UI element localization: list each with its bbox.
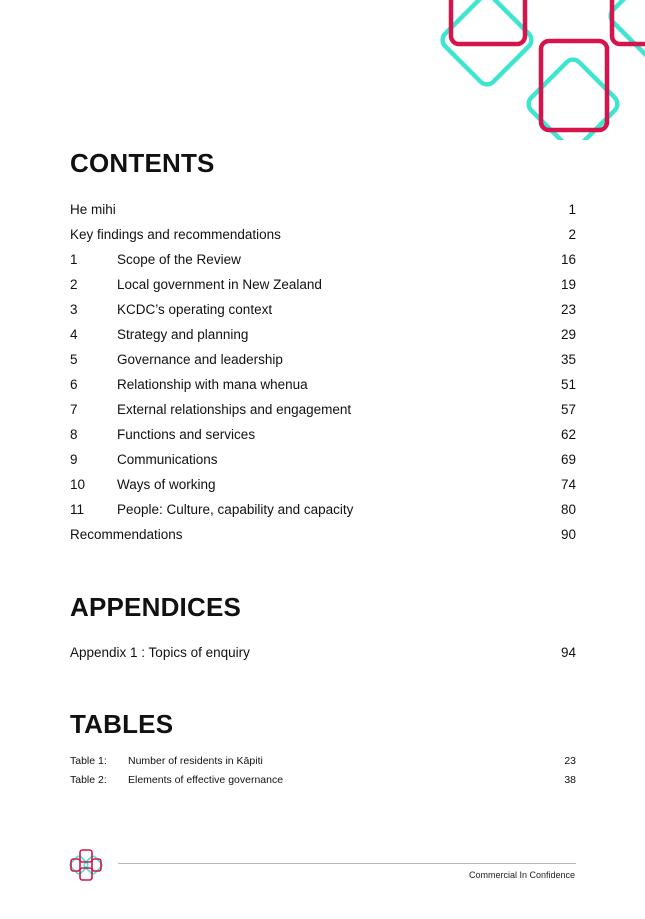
toc-entry[interactable] <box>70 397 576 422</box>
table-entry-title: Elements of effective governance <box>128 774 284 786</box>
table-entry-page: 23 <box>564 755 576 767</box>
toc-entry-title: Recommendations <box>70 527 183 542</box>
table-entry-page: 38 <box>564 774 576 786</box>
toc-entry[interactable] <box>70 222 576 247</box>
toc-entry-title: External relationships and engagement <box>117 402 352 417</box>
interlocking-squares-logo-icon <box>69 848 103 882</box>
toc-entry-page: 35 <box>560 352 576 367</box>
toc-entry-title: Strategy and planning <box>117 327 249 342</box>
toc-entry-title: People: Culture, capability and capacity <box>117 502 354 517</box>
table-entry-label: Table 2: <box>70 774 107 786</box>
toc-entry-page: 19 <box>560 277 576 292</box>
toc-entry-title: KCDC’s operating context <box>117 302 273 317</box>
toc-entry-title: Relationship with mana whenua <box>117 377 308 392</box>
toc-entry-title: Key findings and recommendations <box>70 227 281 242</box>
toc-entry-page: 2 <box>568 227 576 242</box>
table-entry[interactable] <box>70 771 576 790</box>
toc-entry-page: 62 <box>560 427 576 442</box>
appendices-list <box>70 640 576 665</box>
toc-entry-title: Scope of the Review <box>117 252 241 267</box>
toc-entry-page: 29 <box>560 327 576 342</box>
toc-entry-number: 11 <box>70 502 85 517</box>
toc-entry-page: 69 <box>560 452 576 467</box>
toc-entry-page: 74 <box>560 477 576 492</box>
toc-entry[interactable] <box>70 247 576 272</box>
toc-entry-page: 90 <box>560 527 576 542</box>
toc-entry[interactable] <box>70 422 576 447</box>
toc-entry[interactable] <box>70 447 576 472</box>
toc-entry-number: 9 <box>70 452 78 467</box>
table-entry-title: Number of residents in Kāpiti <box>128 755 263 767</box>
toc-entry[interactable] <box>70 297 576 322</box>
appendix-entry[interactable] <box>70 640 576 665</box>
toc-entry-number: 7 <box>70 402 78 417</box>
toc-entry-page: 51 <box>560 377 576 392</box>
toc-entry-number: 8 <box>70 427 78 442</box>
toc-entry-page: 23 <box>560 302 576 317</box>
toc-entry[interactable] <box>70 347 576 372</box>
toc-entry-title: Functions and services <box>117 427 256 442</box>
toc-entry-page: 1 <box>568 202 576 217</box>
footer-divider <box>118 863 576 864</box>
toc-entry-title: Governance and leadership <box>117 352 283 367</box>
toc-entry-number: 3 <box>70 302 78 317</box>
toc-entry-page: 80 <box>560 502 576 517</box>
toc-entry-number: 4 <box>70 327 78 342</box>
toc-entry[interactable] <box>70 322 576 347</box>
toc-entry-title: Ways of working <box>117 477 216 492</box>
contents-list <box>70 197 576 547</box>
appendices-heading: APPENDICES <box>70 592 242 622</box>
toc-entry-number: 10 <box>70 477 86 492</box>
appendix-entry-page: 94 <box>560 645 576 660</box>
appendix-entry-title: Appendix 1 : Topics of enquiry <box>70 645 250 660</box>
toc-entry[interactable] <box>70 522 576 547</box>
toc-entry[interactable] <box>70 472 576 497</box>
toc-entry[interactable] <box>70 372 576 397</box>
toc-entry[interactable] <box>70 497 576 522</box>
toc-entry[interactable] <box>70 272 576 297</box>
toc-entry-number: 6 <box>70 377 78 392</box>
header-decoration-graphic <box>0 0 645 140</box>
toc-entry-title: Local government in New Zealand <box>117 277 322 292</box>
contents-heading: CONTENTS <box>70 148 215 178</box>
toc-entry-number: 1 <box>70 252 78 267</box>
toc-entry[interactable] <box>70 197 576 222</box>
toc-entry-number: 5 <box>70 352 78 367</box>
tables-heading: TABLES <box>70 709 174 739</box>
toc-entry-title: He mihi <box>70 202 116 217</box>
table-entry[interactable] <box>70 752 576 771</box>
footer-confidentiality-note: Commercial In Confidence <box>468 870 575 880</box>
table-entry-label: Table 1: <box>70 755 107 767</box>
toc-entry-title: Communications <box>117 452 218 467</box>
tables-list <box>70 752 576 790</box>
toc-entry-page: 16 <box>560 252 576 267</box>
toc-entry-page: 57 <box>560 402 576 417</box>
toc-entry-number: 2 <box>70 277 78 292</box>
